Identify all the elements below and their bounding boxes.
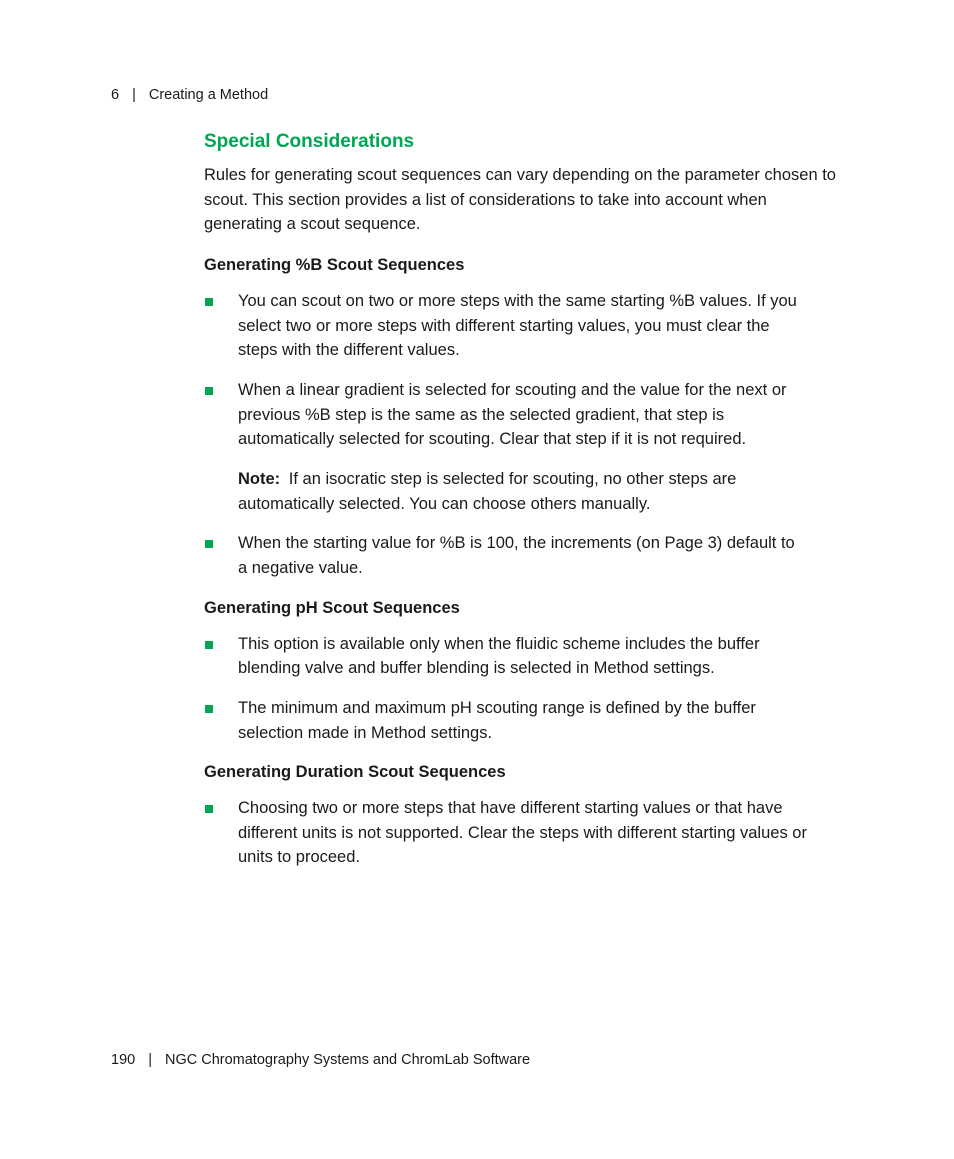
- square-bullet-icon: [205, 641, 213, 649]
- footer-separator: |: [148, 1052, 152, 1068]
- section-title: Special Considerations: [204, 131, 415, 152]
- subsection-percent-b: [204, 253, 844, 581]
- square-bullet-icon: [205, 540, 213, 548]
- list-item: [204, 531, 808, 580]
- list-item: [204, 696, 808, 745]
- list-item: [204, 796, 808, 870]
- note-label: Note:: [238, 470, 281, 489]
- chapter-title: Creating a Method: [148, 87, 269, 103]
- running-footer: [111, 1052, 530, 1068]
- list-item: [204, 632, 808, 681]
- square-bullet-icon: [205, 387, 213, 395]
- square-bullet-icon: [205, 705, 213, 713]
- bullet-list: [204, 796, 844, 870]
- page-number: 190: [111, 1052, 136, 1068]
- running-header: [111, 87, 268, 103]
- list-item-text: This option is available only when the fluidic scheme includes the buffer blending valve and buffer blending is selected in Method settings.: [238, 634, 760, 678]
- list-item-text: When the starting value for %B is 100, the increments (on Page 3) default to a negative value.: [238, 534, 795, 578]
- subsection-heading: Generating pH Scout Sequences: [204, 598, 460, 617]
- list-item: [204, 378, 808, 517]
- list-item-text: You can scout on two or more steps with the same starting %B values. If you select two or more steps with different starting values, you must clear the steps with the different values.: [238, 291, 797, 360]
- list-item: [204, 289, 808, 363]
- subsection-duration: [204, 760, 844, 870]
- page-content: [204, 129, 844, 870]
- subsection-heading: Generating %B Scout Sequences: [204, 256, 465, 275]
- list-item-text: When a linear gradient is selected for scouting and the value for the next or previous %B step is the same as the selected gradient, that step is automatically selected for scouting. Clear that step if it is not required.: [238, 380, 787, 449]
- square-bullet-icon: [205, 805, 213, 813]
- note-text: If an isocratic step is selected for scouting, no other steps are automatically selected. You can choose others manually.: [238, 470, 737, 513]
- chapter-number: 6: [111, 87, 120, 103]
- list-item-text: Choosing two or more steps that have different starting values or that have different units is not supported. Clear the steps with different starting values or units to proceed.: [238, 799, 807, 867]
- note: [238, 467, 808, 516]
- square-bullet-icon: [205, 298, 213, 306]
- book-title: NGC Chromatography Systems and ChromLab Software: [164, 1052, 531, 1068]
- section-intro: Rules for generating scout sequences can vary depending on the parameter chosen to scout. This section provides a list of considerations to take into account when generating a scout sequence.: [204, 166, 836, 234]
- subsection-ph: [204, 596, 844, 746]
- header-separator: |: [132, 87, 136, 103]
- bullet-list: [204, 289, 844, 581]
- list-item-text: The minimum and maximum pH scouting range is defined by the buffer selection made in Method settings.: [238, 698, 756, 742]
- subsection-heading: Generating Duration Scout Sequences: [204, 763, 506, 782]
- bullet-list: [204, 632, 844, 746]
